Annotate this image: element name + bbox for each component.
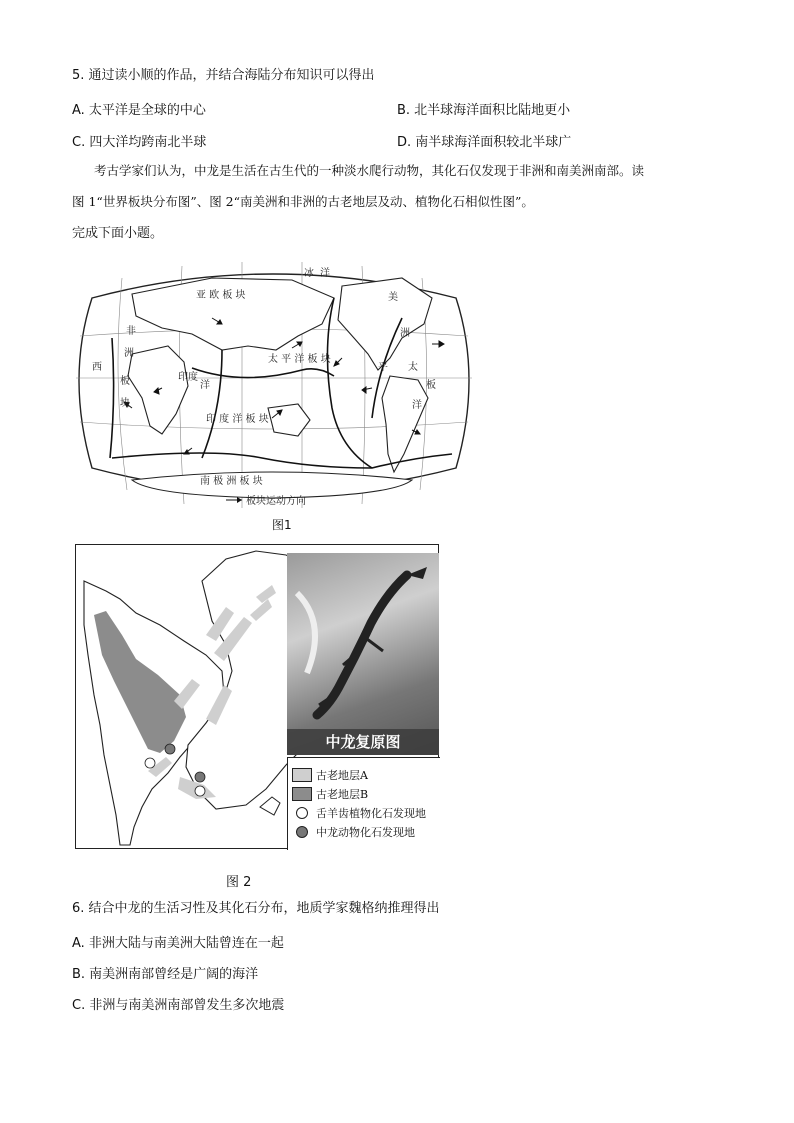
label-america-1: 美 — [388, 292, 398, 303]
label-ocean-4: 印度 — [178, 372, 198, 383]
q5-option-d[interactable]: D. 南半球海洋面积较北半球广 — [397, 135, 572, 150]
label-ocean-2: 洋 — [412, 400, 422, 411]
passage-line-1: 考古学家们认为，中龙是生活在古生代的一种淡水爬行动物，其化石仅发现于非洲和南美洲南部。读 — [94, 163, 645, 178]
figure-1-caption: 图1 — [272, 518, 292, 532]
label-africa-2: 洲 — [124, 348, 134, 359]
q5-option-a[interactable]: A. 太平洋是全球的中心 — [72, 103, 206, 118]
legend-plant-fossil: 舌羊齿植物化石发现地 — [316, 807, 426, 820]
label-antarctic-plate: 南 极 洲 板 块 — [200, 476, 263, 487]
q6-option-b[interactable]: B. 南美洲南部曾经是广阔的海洋 — [72, 967, 259, 982]
label-plate-3: 板 — [426, 380, 436, 391]
label-ocean-3: 西 — [92, 362, 102, 373]
legend-mesosaurus-fossil: 中龙动物化石发现地 — [316, 826, 415, 839]
label-arctic-1: 冰 — [304, 268, 314, 279]
passage-line-3: 完成下面小题。 — [72, 226, 164, 241]
label-america-2: 洲 — [400, 328, 410, 339]
legend-mesosaurus-marker — [296, 826, 308, 838]
label-pacific-plate: 太 平 洋 板 块 — [268, 354, 331, 365]
q6-option-a[interactable]: A. 非洲大陆与南美洲大陆曾连在一起 — [72, 936, 284, 951]
label-plate-2: 块 — [120, 398, 130, 409]
figure-2-legend — [287, 757, 440, 850]
question-6-stem: 6. 结合中龙的生活习性及其化石分布，地质学家魏格纳推理得出 — [72, 901, 440, 916]
label-eurasia-plate: 亚 欧 板 块 — [196, 290, 246, 301]
question-5-stem: 5. 通过读小顺的作品，并结合海陆分布知识可以得出 — [72, 68, 375, 83]
legend-swatch-strata-a — [292, 768, 312, 782]
legend-strata-a: 古老地层A — [316, 769, 368, 782]
figure-2-panel — [75, 544, 439, 849]
legend-swatch-strata-b — [292, 787, 312, 801]
legend-strata-b: 古老地层B — [316, 788, 369, 801]
label-indian-plate: 印 度 洋 板 块 — [206, 414, 269, 425]
label-ocean-1: 太 — [408, 362, 418, 373]
figure-2-caption: 图 2 — [226, 875, 252, 890]
label-ocean-5: 洋 — [200, 380, 210, 391]
q6-option-c[interactable]: C. 非洲与南美洲南部曾发生多次地震 — [72, 998, 285, 1013]
label-plate-1: 板 — [120, 376, 130, 387]
passage-line-2: 图 1“世界板块分布图”、图 2“南美洲和非洲的古老地层及动、植物化石相似性图”。 — [72, 194, 534, 209]
q5-option-b[interactable]: B. 北半球海洋面积比陆地更小 — [397, 103, 571, 118]
label-africa-1: 非 — [126, 326, 136, 337]
legend-plant-fossil-marker — [296, 807, 308, 819]
label-arctic-2: 洋 — [320, 268, 330, 279]
label-ocean-6: 平 — [378, 362, 388, 373]
map-legend-plate-motion: 板块运动方向 — [246, 496, 306, 507]
q5-option-c[interactable]: C. 四大洋均跨南北半球 — [72, 135, 207, 150]
photo-label: 中龙复原图 — [287, 729, 439, 755]
world-plate-map — [72, 258, 476, 512]
mesosaurus-photo — [287, 553, 439, 755]
